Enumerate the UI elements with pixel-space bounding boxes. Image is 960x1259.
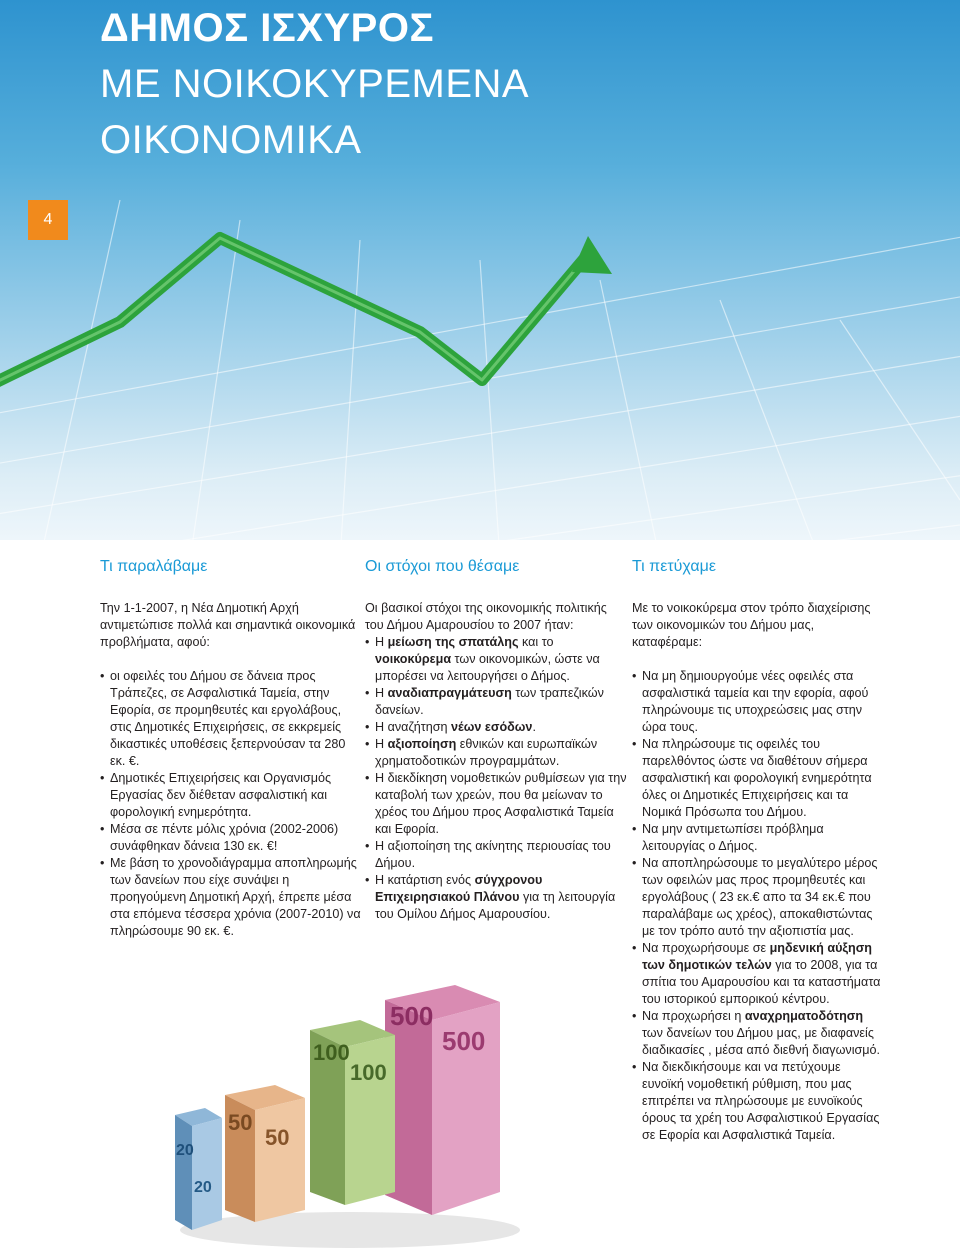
- page-title: [100, 0, 529, 168]
- list-item: • Να προχωρήσει η αναχρηματοδότηση των δανείων του Δήμου μας, με διαφανείς διαδικασίες , μέσα από διεθνή διαγωνισμό.: [632, 1008, 884, 1059]
- list-item: • Η διεκδίκηση νομοθετικών ρυθμίσεων για την καταβολή των χρεών, που θα μείωναν το χρέος του Δήμου προς Ασφαλιστικά Ταμεία και Εφορία.: [365, 770, 627, 838]
- list-item: • Να μην αντιμετωπίσει πρόβλημα λειτουργίας ο Δήμος.: [632, 821, 884, 855]
- column-received: [100, 556, 362, 940]
- column-intro: Την 1-1-2007, η Νέα Δημοτική Αρχή αντιμετώπισε πολλά και σημαντικά οικονομικά προβλήματα, αφού:: [100, 601, 356, 649]
- list-item: • Η αναδιαπραγμάτευση των τραπεζικών δανείων.: [365, 685, 627, 719]
- bullet-list: [365, 634, 627, 923]
- list-item: • Με βάση το χρονοδιάγραμμα αποπληρωμής των δανείων που είχε συνάψει η προηγούμενη Δημοτική Αρχή, έπρεπε μέσα στα επόμενα τέσσερα χρόνια (2007-2010) να πληρώσουμε 90 εκ. €.: [100, 855, 362, 940]
- bullet-list: [100, 668, 362, 940]
- column-intro: Με το νοικοκύρεμα στον τρόπο διαχείρισης των οικονομικών του Δήμου μας, καταφέραμε:: [632, 601, 871, 649]
- title-line-3: ΟΙΚΟΝΟΜΙΚΑ: [100, 118, 362, 162]
- list-item: • Η μείωση της σπατάλης και το νοικοκύρεμα των οικονομικών, ώστε να μπορέσει να λειτουργήσει ο Δήμος.: [365, 634, 627, 685]
- euro-banknotes-image: [170, 930, 530, 1250]
- list-item: • Να διεκδικήσουμε και να πετύχουμε ευνοϊκή νομοθετική ρύθμιση, που μας επιτρέπει να πληρώσουμε με ευνοϊκούς όρους τα χρέη του Ασφαλιστικού Εργασίας σε Εφορία και Ασφαλιστικά Ταμεία.: [632, 1059, 884, 1144]
- bullet-list: [632, 668, 884, 1144]
- page-number-badge: 4: [28, 200, 68, 240]
- list-item: • Να αποπληρώσουμε το μεγαλύτερο μέρος των οφειλών μας προς προμηθευτές και εργολάβους ( 23 εκ.€ απο τα 34 εκ.€ που παραλάβαμε ως χρέος), αποκαθιστώντας με τον τρόπο αυτό την αξιοπιστία μας.: [632, 855, 884, 940]
- column-intro: Οι βασικοί στόχοι της οικονομικής πολιτικής του Δήμου Αμαρουσίου το 2007 ήταν:: [365, 601, 607, 632]
- banknote-cube-500: [385, 985, 500, 1215]
- list-item: • Η αξιοποίηση εθνικών και ευρωπαϊκών χρηματοδοτικών προγραμμάτων.: [365, 736, 627, 770]
- list-item: • Η αξιοποίηση της ακίνητης περιουσίας του Δήμου.: [365, 838, 627, 872]
- svg-text:100: 100: [313, 1040, 350, 1065]
- column-achieved: [632, 556, 884, 1144]
- column-heading: Τι παραλάβαμε: [100, 558, 208, 575]
- title-line-2: ΜΕ ΝΟΙΚΟΚΥΡΕΜΕΝΑ: [100, 62, 530, 106]
- list-item: • Δημοτικές Επιχειρήσεις και Οργανισμός Εργασίας δεν διέθεταν ασφαλιστική και φορολογική ενημερότητα.: [100, 770, 362, 821]
- list-item: • Να πληρώσουμε τις οφειλές του παρελθόντος ώστε να διαθέτουν σήμερα ασφαλιστική και φορολογική ενημερότητα όλες οι Δημοτικές Επιχειρήσεις και τα Νομικά Πρόσωπα του Δήμου.: [632, 736, 884, 821]
- svg-text:500: 500: [442, 1026, 486, 1056]
- svg-text:500: 500: [390, 1001, 434, 1031]
- banknote-cube-20: [175, 1108, 222, 1230]
- list-item: • Να μη δημιουργούμε νέες οφειλές στα ασφαλιστικά ταμεία και την εφορία, αφού πληρώνουμε τις υποχρεώσεις μας στην ώρα τους.: [632, 668, 884, 736]
- list-item: • Μέσα σε πέντε μόλις χρόνια (2002-2006) συνάφθηκαν δάνεια 130 εκ. €!: [100, 821, 362, 855]
- hero-graph-image: [0, 0, 960, 540]
- list-item: • Η κατάρτιση ενός σύγχρονου Επιχειρησιακού Πλάνου για τη λειτουργία του Ομίλου Δήμος Αμαρουσίου.: [365, 872, 627, 923]
- svg-text:20: 20: [194, 1179, 212, 1196]
- column-goals: [365, 556, 627, 923]
- column-heading: Οι στόχοι που θέσαμε: [365, 558, 520, 575]
- banknote-cube-100: [310, 1020, 395, 1205]
- svg-text:50: 50: [265, 1125, 290, 1150]
- svg-text:20: 20: [176, 1142, 194, 1159]
- banknote-cube-50: [225, 1085, 305, 1222]
- svg-text:100: 100: [350, 1060, 387, 1085]
- svg-text:50: 50: [228, 1110, 253, 1135]
- list-item: • Η αναζήτηση νέων εσόδων.: [365, 719, 627, 736]
- arrow-up-icon: [572, 236, 612, 274]
- title-line-1: ΔΗΜΟΣ ΙΣΧΥΡΟΣ: [100, 6, 434, 50]
- column-heading: Τι πετύχαμε: [632, 558, 716, 575]
- list-item: • Να προχωρήσουμε σε μηδενική αύξηση των δημοτικών τελών για το 2008, για τα σπίτια του Αμαρουσίου και τα καταστήματα του ιστορικού εμπορικού κέντρου.: [632, 940, 884, 1008]
- list-item: • οι οφειλές του Δήμου σε δάνεια προς Τράπεζες, σε Ασφαλιστικά Ταμεία, στην Εφορία, σε προμηθευτές και εργολάβους, στις Δημοτικές Επιχειρήσεις, σε εκκρεμείς δικαστικές υποθέσεις ξεπερνούσαν τα 280 εκ. €.: [100, 668, 362, 770]
